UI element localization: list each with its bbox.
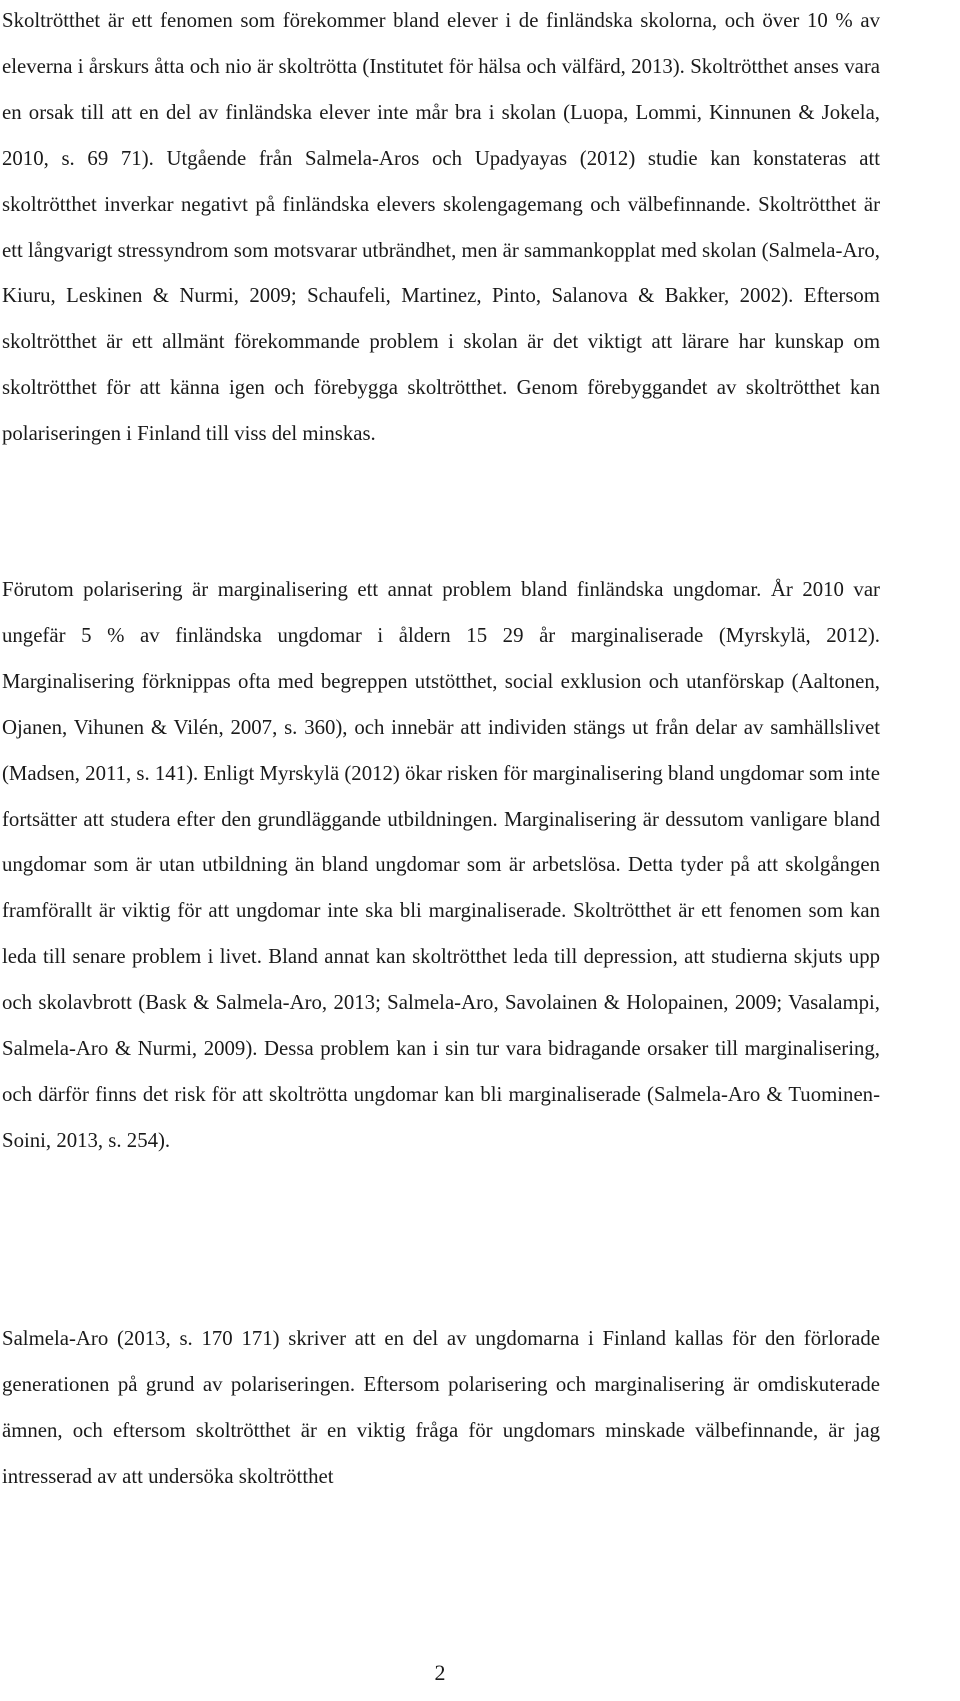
page-number: 2 [434, 1660, 446, 1685]
paragraph-school-fatigue: Skoltrötthet är ett fenomen som förekommer bland elever i de finländska skolorna, och över 10 % av eleverna i årskurs åtta och nio är skoltrötta (Institutet för hälsa och välfärd, 2013). Skoltrötthet anses vara en orsak till att en del av finländska elever inte mår bra i skolan (Luopa, Lommi, Kinnunen & Jokela, 2010, s. 69 71). Utgående från Salmela-Aros och Upadyayas (2012) studie kan konstateras att skoltrötthet inverkar negativt på finländska elevers skolengagemang och välbefinnande. Skoltrötthet är ett långvarigt stressyndrom som motsvarar utbrändhet, men är sammankopplat med skolan (Salmela-Aro, Kiuru, Leskinen & Nurmi, 2009; Schaufeli, Martinez, Pinto, Salanova & Bakker, 2002). Eftersom skoltrötthet är ett allmänt förekommande problem i skolan är det viktigt att lärare har kunskap om skoltrötthet för att känna igen och förebygga skoltrötthet. Genom förebyggandet av skoltrötthet kan polariseringen i Finland till viss del minskas. [2, 9, 880, 446]
paragraph-lost-generation: Salmela-Aro (2013, s. 170 171) skriver att en del av ungdomarna i Finland kallas för den förlorade generationen på grund av polariseringen. Eftersom polarisering och marginalisering är omdiskuterade ämnen, och eftersom skoltrötthet är en viktig fråga för ungdomars minskade välbefinnande, är jag intresserad av att undersöka skoltrötthet [2, 1327, 880, 1488]
paragraph-marginalization: Förutom polarisering är marginalisering ett annat problem bland finländska ungdomar. År 2010 var ungefär 5 % av finländska ungdomar i åldern 15 29 år marginaliserade (Myrskylä, 2012). Marginalisering förknippas ofta med begreppen utstötthet, social exklusion och utanförskap (Aaltonen, Ojanen, Vihunen & Vilén, 2007, s. 360), och innebär att individen stängs ut från delar av samhällslivet (Madsen, 2011, s. 141). Enligt Myrskylä (2012) ökar risken för marginalisering bland ungdomar som inte fortsätter att studera efter den grundläggande utbildningen. Marginalisering är dessutom vanligare bland ungdomar som är utan utbildning än bland ungdomar som är arbetslösa. Detta tyder på att skolgången framförallt är viktig för att ungdomar inte ska bli marginaliserade. Skoltrötthet är ett fenomen som kan leda till senare problem i livet. Bland annat kan skoltrötthet leda till depression, att studierna skjuts upp och skolavbrott (Bask & Salmela-Aro, 2013; Salmela-Aro, Savolainen & Holopainen, 2009; Vasalampi, Salmela-Aro & Nurmi, 2009). Dessa problem kan i sin tur vara bidragande orsaker till marginalisering, och därför finns det risk för att skoltrötta ungdomar kan bli marginaliserade (Salmela-Aro & Tuominen-Soini, 2013, s. 254). [2, 578, 880, 1152]
